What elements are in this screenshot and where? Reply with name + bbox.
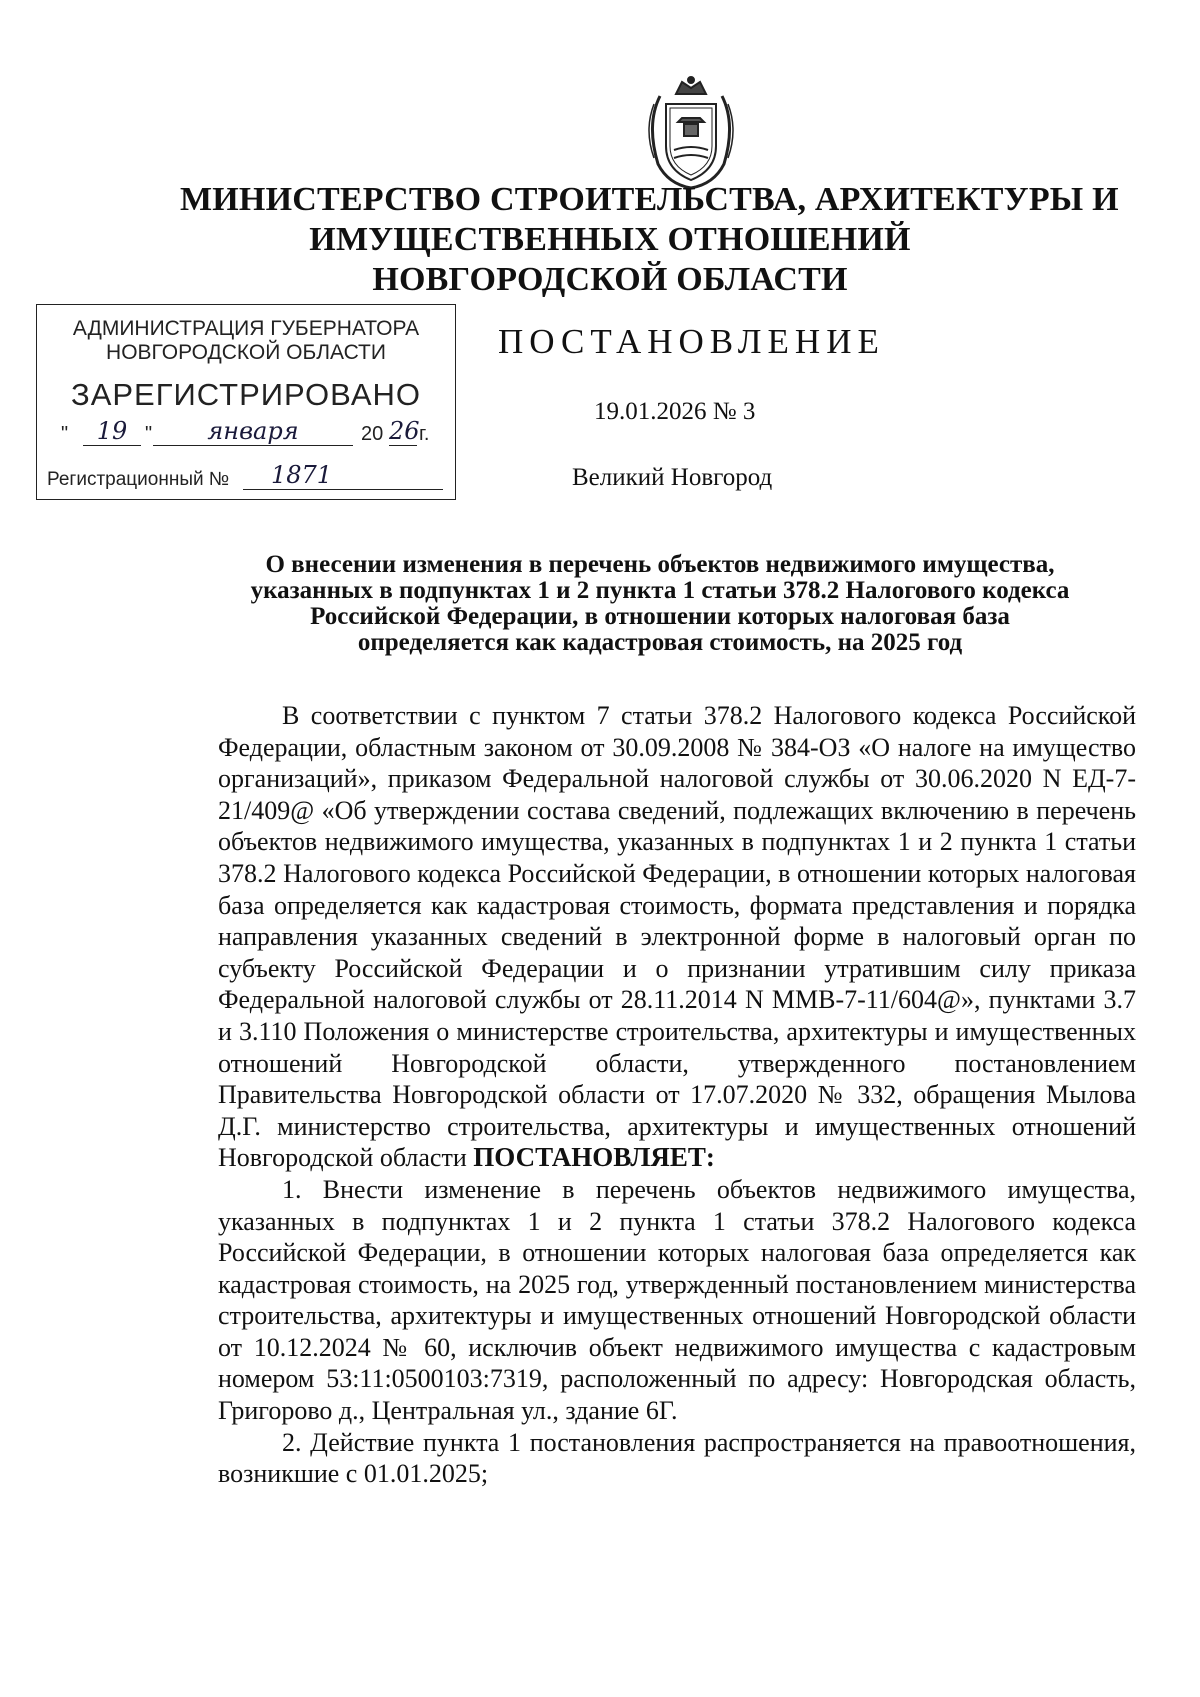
document-subject (200, 552, 1120, 656)
stamp-date-year-suffix: 26 (389, 417, 420, 445)
ministry-line: ИМУЩЕСТВЕННЫХ ОТНОШЕНИЙ (309, 221, 911, 258)
coat-of-arms-icon (638, 74, 744, 192)
stamp-date-year-unit: г. (419, 423, 430, 445)
registration-stamp (36, 304, 456, 500)
item-1-paragraph: 1. Внести изменение в перечень объектов недвижимого имущества, указанных в подпунктах 1 и 2 пункта 1 статьи 378.2 Налогового кодекса Российской Федерации, в отношении которых налоговая база определяется как кадастровая стоимость, на 2025 год, утвержденный постановлением министерства строительства, архитектуры и имущественных отношений Новгородской области от 10.12.2024 № 60, исключив объект недвижимого имущества с кадастровым номером 53:11:0500103:7319, расположенный по адресу: Новгородская область, Григорово д., Центральная ул., здание 6Г. (218, 1174, 1136, 1426)
ministry-title (180, 180, 1119, 300)
stamp-org-line: НОВГОРОДСКОЙ ОБЛАСТИ (106, 341, 386, 364)
item-2-paragraph: 2. Действие пункта 1 постановления распространяется на правоотношения, возникшие с 01.01.2025; (218, 1427, 1136, 1489)
stamp-date-close-quote: " (145, 423, 153, 445)
ministry-line: НОВГОРОДСКОЙ ОБЛАСТИ (372, 261, 848, 298)
stamp-organization (37, 317, 455, 365)
stamp-date-open-quote: " (61, 423, 69, 445)
stamp-date (61, 417, 451, 453)
ministry-line: МИНИСТЕРСТВО СТРОИТЕЛЬСТВА, АРХИТЕКТУРЫ И (180, 181, 1119, 218)
preamble-paragraph (218, 700, 1136, 1174)
document-city: Великий Новгород (572, 464, 773, 491)
stamp-org-line: АДМИНИСТРАЦИЯ ГУБЕРНАТОРА (72, 317, 420, 340)
stamp-date-month: января (153, 417, 353, 446)
stamp-reg-label: Регистрационный № (47, 469, 230, 490)
document-body (218, 700, 1136, 1490)
subject-line: О внесении изменения в перечень объектов недвижимого имущества, (265, 551, 1055, 578)
preamble-text: В соответствии с пунктом 7 статьи 378.2 Налогового кодекса Российской Федерации, областным законом от 30.09.2008 № 384-ОЗ «О налоге на имущество организаций», приказом Федеральной налоговой службы от 30.06.2020 N ЕД-7-21/409@ «Об утверждении состава сведений, подлежащих включению в перечень объектов недвижимого имущества, указанных в подпунктах 1 и 2 пункта 1 статьи 378.2 Налогового кодекса Российской Федерации, в отношении которых налоговая база определяется как кадастровая стоимость, формата представления и порядка направления указанных сведений в электронной форме в налоговый орган по субъекту Российской Федерации и о признании утратившим силу приказа Федеральной налоговой службы от 28.11.2014 N ММВ-7-11/604@», пунктами 3.7 и 3.110 Положения о министерстве строительства, архитектуры и имущественных отношений Новгородской области, утвержденного постановлением Правительства Новгородской области от 17.07.2020 № 332, обращения Мылова Д.Г. министерство строительства, архитектуры и имущественных отношений Новгородской области (218, 701, 1136, 1173)
subject-line: указанных в подпунктах 1 и 2 пункта 1 статьи 378.2 Налогового кодекса (250, 577, 1070, 604)
stamp-status: ЗАРЕГИСТРИРОВАНО (70, 377, 421, 412)
stamp-reg-value: 1871 (243, 461, 443, 490)
subject-line: определяется как кадастровая стоимость, на 2025 год (357, 629, 963, 656)
subject-line: Российской Федерации, в отношении которых налоговая база (310, 603, 1010, 630)
document-number: 19.01.2026 № 3 (594, 398, 756, 425)
stamp-date-day: 19 (83, 417, 141, 446)
decree-word: ПОСТАНОВЛЯЕТ: (473, 1142, 715, 1173)
stamp-date-year-prefix: 20 (361, 423, 384, 445)
document-type: ПОСТАНОВЛЕНИЕ (498, 322, 885, 361)
